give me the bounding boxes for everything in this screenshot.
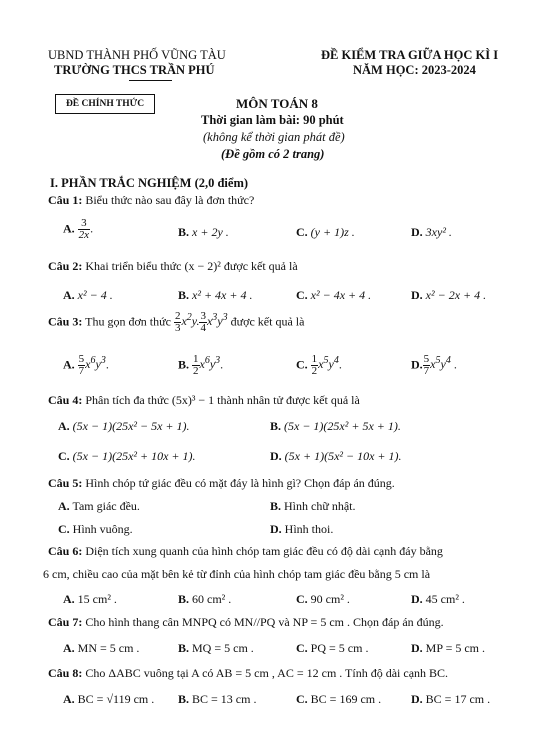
q8-option-b[interactable]: B. BC = 13 cm .	[178, 692, 257, 706]
question-7: Câu 7: Cho hình thang cân MNPQ có MN//PQ và NP = 5 cm . Chọn đáp án đúng.	[48, 615, 444, 629]
q6-option-b[interactable]: B. 60 cm² .	[178, 592, 232, 606]
pages-note: (Đề gồm có 2 trang)	[221, 147, 325, 161]
official-badge	[55, 94, 155, 114]
q4-option-c[interactable]: C. (5x − 1)(25x² + 10x + 1).	[58, 449, 196, 463]
q5-option-b[interactable]: B. Hình chữ nhật.	[270, 499, 356, 513]
question-4: Câu 4: Phân tích đa thức (5x)³ − 1 thành nhân tử được kết quả là	[48, 393, 360, 407]
q2-option-c[interactable]: C. x² − 4x + 4 .	[296, 288, 372, 302]
option-letter: A.	[63, 221, 75, 236]
department-name: UBND THÀNH PHỐ VŨNG TÀU	[48, 48, 226, 62]
q4-option-a[interactable]: A. (5x − 1)(25x² − 5x + 1).	[58, 419, 190, 433]
fraction: $\frac{3}{2x}$	[78, 217, 90, 241]
question-3: Câu 3: Thu gọn đơn thức $\frac{2}{3}$ $x^2y$. $\frac{3}{4}$ $x^3y^3$ được kết quả là	[48, 310, 305, 334]
question-1	[48, 193, 254, 208]
q3-option-b[interactable]: B. $\frac{1}{2}$ $x^6y^3$.	[178, 353, 224, 377]
q6-option-a[interactable]: A. 15 cm² .	[63, 592, 117, 606]
question-text: Biểu thức nào sau đây là đơn thức?	[82, 193, 255, 207]
school-underline	[129, 80, 172, 81]
q7-option-a[interactable]: A. MN = 5 cm .	[63, 641, 140, 655]
q3-option-c[interactable]: C. $\frac{1}{2}$ $x^5y^4$.	[296, 353, 342, 377]
section-title: I. PHẦN TRẮC NGHIỆM (2,0 điểm)	[50, 176, 249, 190]
q7-option-d[interactable]: D. MP = 5 cm .	[411, 641, 485, 655]
exam-time: Thời gian làm bài: 90 phút	[201, 113, 344, 127]
q3-option-a[interactable]: A. $\frac{5}{7}$ $x^6y^3$.	[63, 353, 109, 377]
option-text: (y + 1)z .	[310, 225, 355, 239]
official-badge-label: ĐỀ CHÍNH THỨC	[65, 99, 145, 109]
question-label: Câu 1:	[48, 193, 83, 207]
q2-option-d[interactable]: D. x² − 2x + 4 .	[411, 288, 487, 302]
q1-option-a[interactable]: A. $\frac{3}{2x}$ .	[63, 217, 94, 241]
time-note: (không kể thời gian phát đề)	[203, 130, 345, 144]
exam-title: ĐỀ KIỂM TRA GIỮA HỌC KÌ I	[321, 48, 499, 62]
school-year: NĂM HỌC: 2023-2024	[353, 63, 476, 77]
school-name: TRƯỜNG THCS TRẦN PHÚ	[54, 63, 215, 77]
question-6-line-2: 6 cm, chiều cao của mặt bên kẻ từ đỉnh của hình chóp tam giác đều bằng 5 cm là	[43, 567, 431, 581]
q6-option-c[interactable]: C. 90 cm² .	[296, 592, 350, 606]
q5-option-d[interactable]: D. Hình thoi.	[270, 522, 334, 536]
question-6: Câu 6: Diện tích xung quanh của hình chóp tam giác đều có độ dài cạnh đáy bằng	[48, 544, 443, 558]
q7-option-b[interactable]: B. MQ = 5 cm .	[178, 641, 254, 655]
question-2: Câu 2: Khai triển biểu thức (x − 2)² được kết quả là	[48, 259, 298, 273]
subject-title: MÔN TOÁN 8	[236, 96, 318, 111]
q8-option-c[interactable]: C. BC = 169 cm .	[296, 692, 382, 706]
q1-option-c[interactable]: C. (y + 1)z .	[296, 225, 355, 239]
q5-option-a[interactable]: A. Tam giác đều.	[58, 499, 140, 513]
question-5: Câu 5: Hình chóp tứ giác đều có mặt đáy là hình gì? Chọn đáp án đúng.	[48, 476, 395, 490]
q7-option-c[interactable]: C. PQ = 5 cm .	[296, 641, 369, 655]
question-8: Câu 8: Cho ΔABC vuông tại A có AB = 5 cm , AC = 12 cm . Tính độ dài cạnh BC.	[48, 666, 449, 680]
q1-option-b[interactable]: B. x + 2y .	[178, 225, 229, 239]
q3-option-d[interactable]: D. $\frac{5}{7}$ $x^5y^4$ .	[411, 353, 457, 377]
q2-option-b[interactable]: B. x² + 4x + 4 .	[178, 288, 253, 302]
option-text: 3xy² .	[425, 225, 452, 239]
q2-option-a[interactable]: A. x² − 4 .	[63, 288, 113, 302]
q6-option-d[interactable]: D. 45 cm² .	[411, 592, 465, 606]
q5-option-c[interactable]: C. Hình vuông.	[58, 522, 133, 536]
q1-option-d[interactable]: D. 3xy² .	[411, 225, 452, 239]
option-text: x + 2y .	[192, 225, 229, 239]
q4-option-b[interactable]: B. (5x − 1)(25x² + 5x + 1).	[270, 419, 401, 433]
q8-option-d[interactable]: D. BC = 17 cm .	[411, 692, 491, 706]
q4-option-d[interactable]: D. (5x + 1)(5x² − 10x + 1).	[270, 449, 402, 463]
q8-option-a[interactable]: A. BC = √119 cm .	[63, 692, 155, 706]
